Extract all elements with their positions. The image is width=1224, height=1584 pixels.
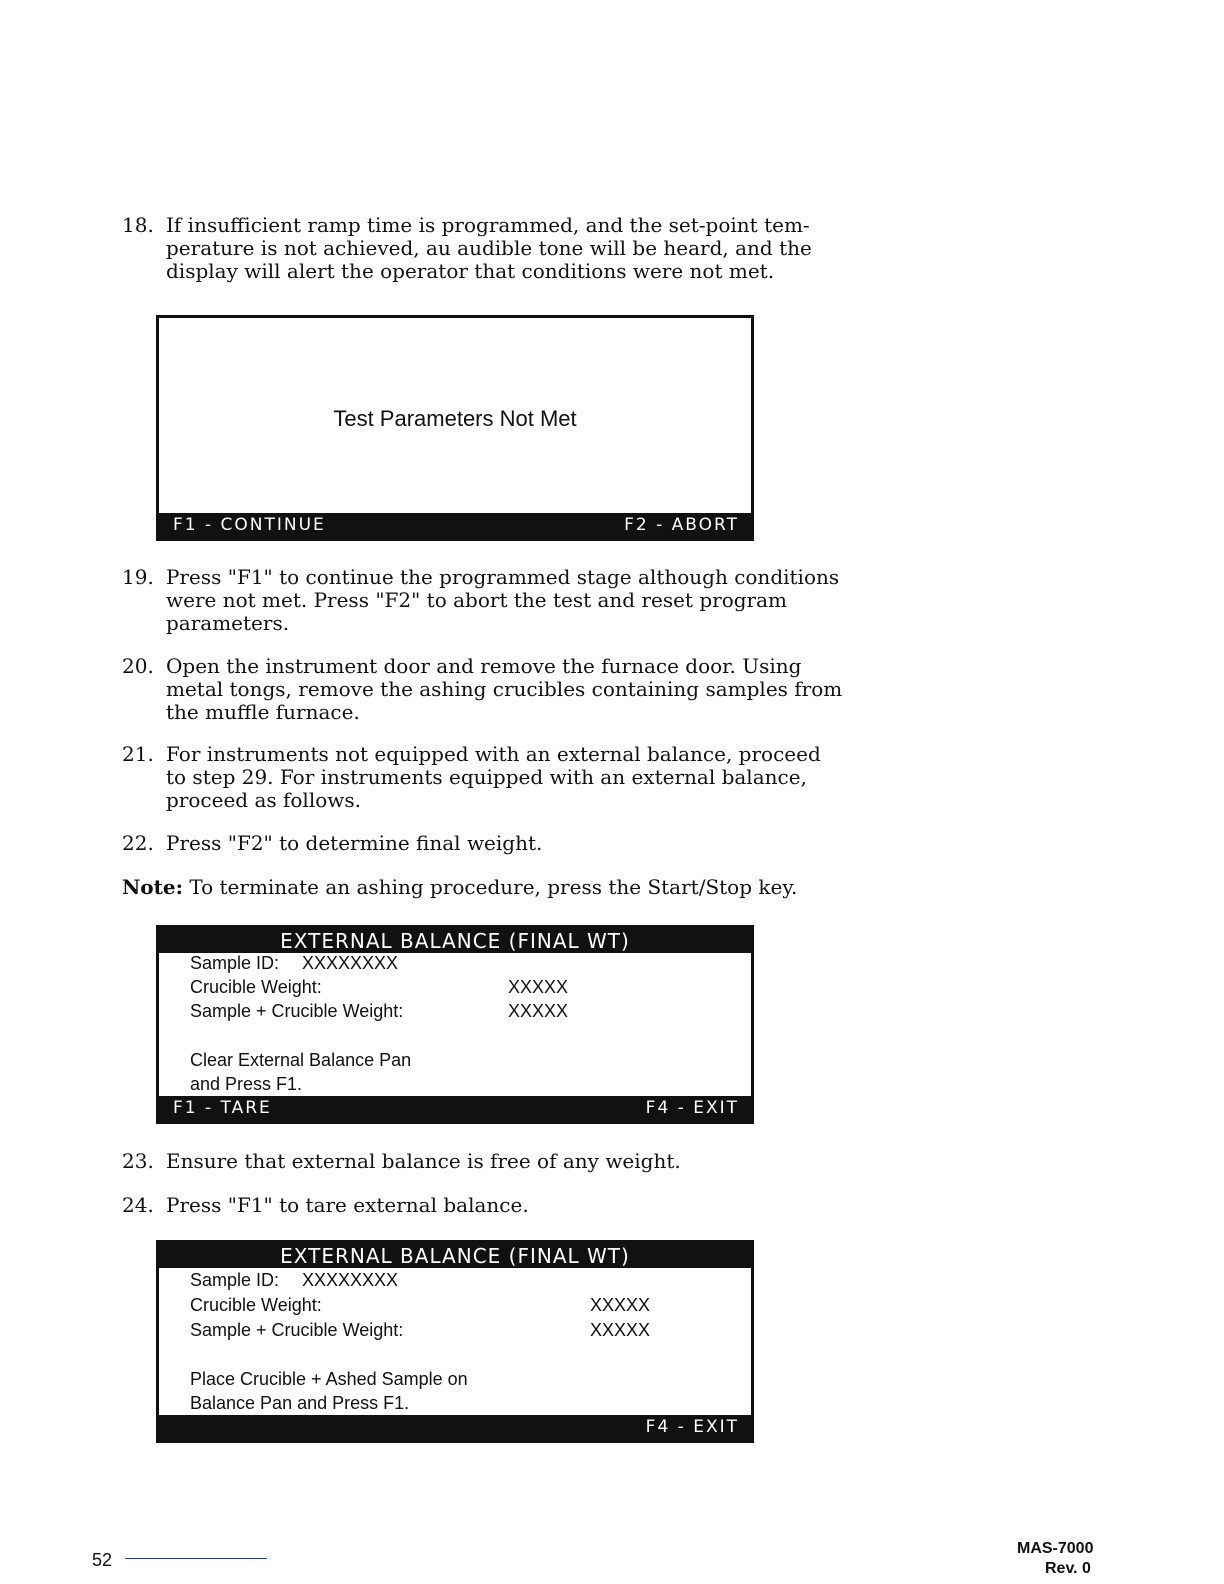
instruction-line: Place Crucible + Ashed Sample on — [190, 1369, 468, 1389]
footer-rule — [125, 1558, 267, 1559]
display-message: Test Parameters Not Met — [333, 406, 577, 431]
sample-id-value: XXXXXXXX — [302, 953, 399, 973]
display-screen-test-parameters — [156, 315, 754, 541]
crucible-weight-value: XXXXX — [590, 1295, 651, 1315]
step-text-line: were not met. Press "F2" to abort the test and reset program — [166, 588, 787, 612]
step-number: 20. — [122, 654, 154, 678]
step-text-line: the muffle furnace. — [166, 700, 360, 724]
step-text-line: display will alert the operator that conditions were not met. — [166, 259, 775, 283]
function-key-bar — [159, 1415, 751, 1440]
sample-crucible-weight-value: XXXXX — [590, 1320, 651, 1340]
instruction-line: Balance Pan and Press F1. — [190, 1393, 410, 1413]
function-key-bar — [159, 513, 751, 538]
display-title: EXTERNAL BALANCE (FINAL WT) — [159, 928, 751, 953]
display-title: EXTERNAL BALANCE (FINAL WT) — [159, 1243, 751, 1268]
f1-tare-key[interactable]: F1 - TARE — [173, 1098, 272, 1118]
display-screen-external-balance-tare — [156, 925, 754, 1124]
display-screen-external-balance-place — [156, 1240, 754, 1443]
step-text-line: perature is not achieved, au audible tone will be heard, and the — [166, 236, 812, 260]
crucible-weight-value: XXXXX — [508, 977, 569, 997]
function-key-bar — [159, 1096, 751, 1121]
step-text-line: metal tongs, remove the ashing crucibles containing samples from — [166, 677, 843, 701]
step-number: 22. — [122, 831, 154, 855]
step-number: 23. — [122, 1149, 154, 1173]
step-text-line: to step 29. For instruments equipped with an external balance, — [166, 765, 807, 789]
f4-exit-key[interactable]: F4 - EXIT — [645, 1098, 739, 1118]
page-number: 52 — [92, 1550, 113, 1570]
sample-id-value: XXXXXXXX — [302, 1270, 399, 1290]
sample-id-label: Sample ID: — [190, 953, 280, 973]
sample-crucible-weight-label: Sample + Crucible Weight: — [190, 1001, 404, 1021]
sample-crucible-weight-value: XXXXX — [508, 1001, 569, 1021]
step-number: 19. — [122, 565, 154, 589]
step-text-line: Press "F2" to determine final weight. — [166, 831, 543, 855]
step-text-line: Open the instrument door and remove the furnace door. Using — [166, 654, 802, 678]
step-text-line: For instruments not equipped with an external balance, proceed — [166, 742, 821, 766]
revision-label: Rev. 0 — [1045, 1560, 1091, 1577]
step-text-line: proceed as follows. — [166, 788, 361, 812]
step-number: 18. — [122, 213, 154, 237]
f2-abort-key[interactable]: F2 - ABORT — [624, 515, 739, 535]
step-number: 24. — [122, 1193, 154, 1217]
note-label: Note: — [122, 875, 183, 899]
step-number: 21. — [122, 742, 154, 766]
crucible-weight-label: Crucible Weight: — [190, 977, 322, 997]
step-text-line: parameters. — [166, 611, 290, 635]
note — [122, 876, 797, 899]
f4-exit-key[interactable]: F4 - EXIT — [645, 1417, 739, 1437]
crucible-weight-label: Crucible Weight: — [190, 1295, 322, 1315]
step-text-line: Press "F1" to continue the programmed stage although conditions — [166, 565, 840, 589]
instruction-line: Clear External Balance Pan — [190, 1050, 412, 1070]
instruction-line: and Press F1. — [190, 1074, 303, 1094]
step-text-line: If insufficient ramp time is programmed, and the set-point tem- — [166, 213, 810, 237]
step-text-line: Ensure that external balance is free of any weight. — [166, 1149, 681, 1173]
document-id: MAS-7000 — [1017, 1540, 1094, 1557]
note-text: To terminate an ashing procedure, press the Start/Stop key. — [182, 875, 798, 899]
f1-continue-key[interactable]: F1 - CONTINUE — [173, 515, 326, 535]
sample-crucible-weight-label: Sample + Crucible Weight: — [190, 1320, 404, 1340]
sample-id-label: Sample ID: — [190, 1270, 280, 1290]
step-text-line: Press "F1" to tare external balance. — [166, 1193, 529, 1217]
